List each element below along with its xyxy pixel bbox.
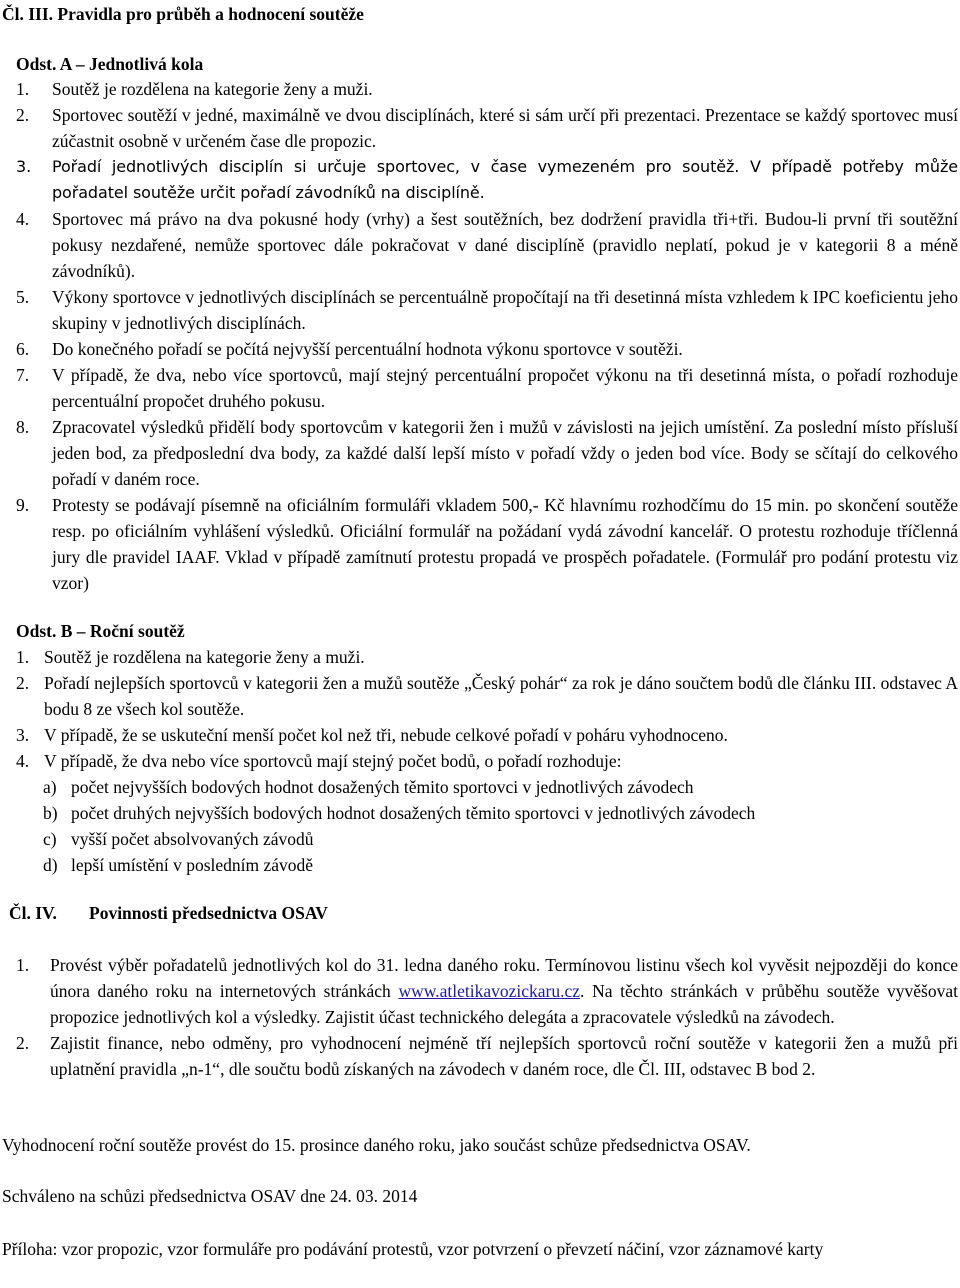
approval-text: Schváleno na schůzi předsednictva OSAV dne 24. 03. 2014: [2, 1186, 418, 1206]
website-link[interactable]: www.atletikavozickaru.cz: [398, 981, 580, 1001]
item-number: 5.: [16, 287, 30, 307]
list-item: [16, 1030, 958, 1082]
item-text-after: . Na těchto stránkách v průběhu soutěže vyvěšovat propozice jednotlivých kol a výsledky. Zajistit účast technického delegáta a zpracovatele výsledků na závodech.: [50, 981, 958, 1027]
list-item: [16, 336, 958, 362]
list-item: [16, 722, 958, 748]
item-number: 6.: [16, 339, 30, 359]
sub-list-item: [43, 800, 958, 826]
item-text: Sportovec má právo na dva pokusné hody (vrhy) a šest soutěžních, bez dodržení pravidla tři+tři. Budou-li první tři soutěžní pokusy nezdařené, nemůže sportovec dále pokračovat v dané disciplíně (pravidlo neplatí, pokud je v kategorii 8 a méně závodníků).: [52, 209, 958, 281]
list-item: [16, 414, 958, 492]
article-4-list: [16, 952, 958, 1082]
article-4-title: Povinnosti předsednictva OSAV: [89, 903, 328, 923]
item-number: 2.: [16, 105, 30, 125]
item-number: 9.: [16, 495, 30, 515]
list-item: [16, 76, 958, 102]
closing-text: Vyhodnocení roční soutěže provést do 15. prosince daného roku, jako součást schůze předsednictva OSAV.: [2, 1135, 751, 1155]
sub-item-letter: c): [43, 829, 57, 849]
sub-item-letter: b): [43, 803, 58, 823]
item-text: Soutěž je rozdělena na kategorie ženy a muži.: [52, 79, 373, 99]
sub-item-text: počet nejvyšších bodových hodnot dosažených těmito sportovci v jednotlivých závodech: [71, 777, 694, 797]
item-text: [50, 952, 958, 1030]
item-text-before: Provést výběr pořadatelů jednotlivých kol do 31. ledna daného roku. Termínovou listinu všech kol vyvěsit nejpozději do konce února daného roku na internetových stránkách: [50, 955, 958, 1001]
item-text: Pořadí nejlepších sportovců v kategorii žen a mužů soutěže „Český pohár“ za rok je dáno součtem bodů dle článku III. odstavec A bodu 8 ze všech kol soutěže.: [44, 673, 958, 719]
sub-list-item: [43, 852, 958, 878]
list-item: [16, 102, 958, 154]
item-text: Zajistit finance, nebo odměny, pro vyhodnocení nejméně tří nejlepších sportovců roční soutěže v kategorii žen a mužů při uplatnění pravidla „n-1“, dle součtu bodů získaných na závodech v daném roce, dle Čl. III, odstavec B bod 2.: [50, 1033, 958, 1079]
item-number: 3.: [16, 725, 30, 745]
item-number: 1.: [16, 955, 30, 975]
item-text: Soutěž je rozdělena na kategorie ženy a muži.: [44, 647, 365, 667]
list-item: [16, 284, 958, 336]
section-a-list: [16, 76, 958, 596]
article-4-number: Čl. IV.: [9, 903, 57, 923]
list-item: [16, 362, 958, 414]
item-number: 1.: [16, 647, 30, 667]
list-item: [16, 492, 958, 596]
article-4-heading: [9, 900, 328, 926]
item-number: 2.: [16, 673, 30, 693]
item-text: V případě, že se uskuteční menší počet kol než tři, nebude celkové pořadí v poháru vyhodnoceno.: [44, 725, 728, 745]
item-number: 4.: [16, 209, 30, 229]
item-text: Do konečného pořadí se počítá nejvyšší percentuální hodnota výkonu sportovce v soutěži.: [52, 339, 683, 359]
list-item: [16, 154, 958, 206]
sub-list-item: [43, 826, 958, 852]
section-a-heading: Odst. A – Jednotlivá kola: [16, 54, 204, 74]
list-item: [16, 952, 958, 1030]
sub-item-letter: a): [43, 777, 57, 797]
attachment-text: Příloha: vzor propozic, vzor formuláře pro podávání protestů, vzor potvrzení o převzetí náčiní, vzor záznamové karty: [2, 1239, 824, 1259]
item-text: Výkony sportovce v jednotlivých disciplínách se percentuálně propočítají na tři desetinná místa vzhledem k IPC koeficientu jeho skupiny v jednotlivých disciplínách.: [52, 287, 958, 333]
sub-item-text: vyšší počet absolvovaných závodů: [71, 829, 314, 849]
item-number: 8.: [16, 417, 30, 437]
sub-list-item: [43, 774, 958, 800]
sub-item-text: lepší umístění v posledním závodě: [71, 855, 314, 875]
list-item: [16, 206, 958, 284]
sub-item-text: počet druhých nejvyšších bodových hodnot dosažených těmito sportovci v jednotlivých závodech: [71, 803, 756, 823]
article-3-heading: Čl. III. Pravidla pro průběh a hodnocení soutěže: [2, 4, 364, 24]
item-text: Protesty se podávají písemně na oficiálním formuláři vkladem 500,- Kč hlavnímu rozhodčímu do 15 min. po skončení soutěže resp. po oficiálním vyhlášení výsledků. Oficiální formulář na požádaní vydá závodní kancelář. O protestu rozhoduje tříčlenná jury dle pravidel IAAF. Vklad v případě zamítnutí protestu propadá ve prospěch pořadatele. (Formulář pro podání protestu viz vzor): [52, 495, 958, 593]
item-number: 3.: [16, 157, 32, 176]
section-b-list: [16, 644, 958, 878]
item-number: 7.: [16, 365, 30, 385]
sub-list: [16, 774, 958, 878]
item-text: Zpracovatel výsledků přidělí body sportovcům v kategorii žen i mužů v závislosti na jejich umístění. Za poslední místo přísluší jeden bod, za předposlední dva body, za každé další lepší místo v pořadí vždy o jeden bod více. Body se sčítají do celkového pořadí v daném roce.: [52, 417, 958, 489]
item-number: 2.: [16, 1033, 30, 1053]
section-b-heading: Odst. B – Roční soutěž: [16, 621, 185, 641]
list-item: [16, 748, 958, 774]
item-text: V případě, že dva nebo více sportovců mají stejný počet bodů, o pořadí rozhoduje:: [44, 751, 622, 771]
item-text: V případě, že dva, nebo více sportovců, mají stejný percentuální propočet výkonu na tři desetinná místa, o pořadí rozhoduje percentuální propočet druhého pokusu.: [52, 365, 958, 411]
item-text: Pořadí jednotlivých disciplín si určuje sportovec, v čase vymezeném pro soutěž. V případě potřeby může pořadatel soutěže určit pořadí závodníků na disciplíně.: [52, 157, 958, 202]
list-item: [16, 670, 958, 722]
list-item: [16, 644, 958, 670]
item-text: Sportovec soutěží v jedné, maximálně ve dvou disciplínách, které si sám určí při prezentaci. Prezentace se každý sportovec musí zúčastnit osobně v určeném čase dle propozic.: [52, 105, 958, 151]
item-number: 1.: [16, 79, 30, 99]
item-number: 4.: [16, 751, 30, 771]
sub-item-letter: d): [43, 855, 58, 875]
